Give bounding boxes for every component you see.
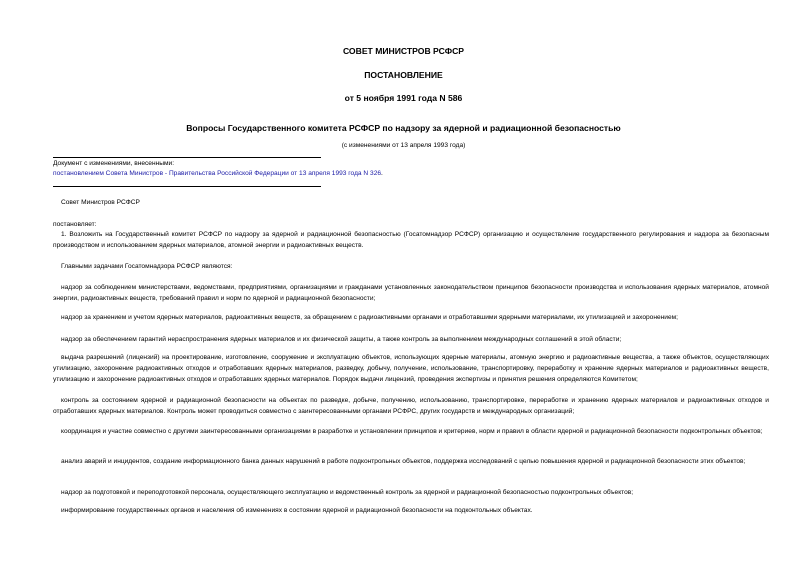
task-item: надзор за хранением и учетом ядерных материалов, радиоактивных веществ, за обращением с радиоактивными органами и отработавшими ядерными материалами, их утилизацией и захоронением; bbox=[61, 314, 679, 321]
paragraph-1: 1. Возложить на Государственный комитет РСФСР по надзору за ядерной и радиационной безопасностью (Госатомнадзор РСФСР) организацию и осуществление государственного регулирования и надзора за безопасным производством и использованием ядерных материалов, атомной энергии и радиоактивных веществ. bbox=[53, 231, 769, 250]
task-item: выдача разрешений (лицензий) на проектирование, изготовление, сооружение и эксплуатацию объектов, использующих ядерные материалы, атомную энергию и радиоактивные вещества, а также объектов, осуществляющих утилизацию, захоронение радиоактивных отходов и отработавших ядерных материалов, разведку, добычу, получение, использование, транспортировку, переработку и хранение ядерных материалов и радиоактивных веществ, утилизацию и захоронение радиоактивных отходов и отработавших ядерных материалов. Порядок выдачи лицензий, проведения экспертизы и принятия решения определяются Комитетом; bbox=[53, 354, 769, 384]
bottom-divider bbox=[53, 186, 321, 187]
tasks-intro: Главными задачами Госатомнадзора РСФСР являются: bbox=[61, 263, 233, 270]
amendment-link[interactable]: постановлением Совета Министров - Правительства Российской Федерации от 13 апреля 1993 года N 326 bbox=[53, 170, 382, 177]
task-item: надзор за подготовкой и переподготовкой персонала, осуществляющего эксплуатацию и ведомственный контроль за ядерной и радиационной безопасностью подконтрольных объектов; bbox=[61, 489, 634, 496]
task-item: анализ аварий и инцидентов, создание информационного банка данных нарушений в работе подконтрольных объектов, поддержка исследований с целью повышения ядерной и радиационной безопасности этих объектов; bbox=[61, 458, 746, 465]
task-item: координация и участие совместно с другими заинтересованными организациями в разработке и установлении принципов и критериев, норм и правил в области ядерной и радиационной безопасности подконтрольных объектов; bbox=[61, 428, 763, 435]
date-number-heading: от 5 ноября 1991 года N 586 bbox=[344, 93, 463, 103]
amendments-note: (с изменениями от 13 апреля 1993 года) bbox=[341, 142, 466, 149]
task-item: контроль за состоянием ядерной и радиационной безопасности на объектах по разведке, добыче, получению, использованию, транспортировке, переработке и хранению ядерных материалов и радиоактивных отходов и отработавших ядерных материалов. Контроль может проводиться совместно с заинтересованными органами РСФРС, других государств и международных организаций; bbox=[53, 397, 769, 416]
task-item: информирование государственных органов и населения об изменениях в состоянии ядерной и радиационной безопасности на подконтольных объектах. bbox=[61, 507, 533, 514]
doc-type-heading: ПОСТАНОВЛЕНИЕ bbox=[364, 70, 443, 80]
issuer: Совет Министров РСФСР bbox=[61, 199, 140, 206]
top-divider bbox=[53, 157, 321, 158]
decides: постановляет: bbox=[53, 221, 97, 228]
document-title: Вопросы Государственного комитета РСФСР по надзору за ядерной и радиационной безопасностью bbox=[186, 123, 621, 133]
task-item: надзор за соблюдением министерствами, ведомствами, предприятиями, организациями и гражданами установленных законодательством принципов безопасности производства и использования ядерных материалов, атомной энергии, радиоактивных веществ, требований правил и норм по ядерной и радиационной безопасности; bbox=[53, 284, 769, 303]
task-item: надзор за обеспечением гарантий нераспространения ядерных материалов и их физической защиты, а также контроль за выполнением международных соглашений в этой области; bbox=[61, 336, 622, 343]
doc-info-line bbox=[53, 170, 383, 177]
council-heading: СОВЕТ МИНИСТРОВ РСФСР bbox=[342, 46, 465, 56]
doc-info-label: Документ с изменениями, внесенными: bbox=[53, 160, 175, 167]
amendment-link-suffix: . bbox=[381, 170, 383, 177]
